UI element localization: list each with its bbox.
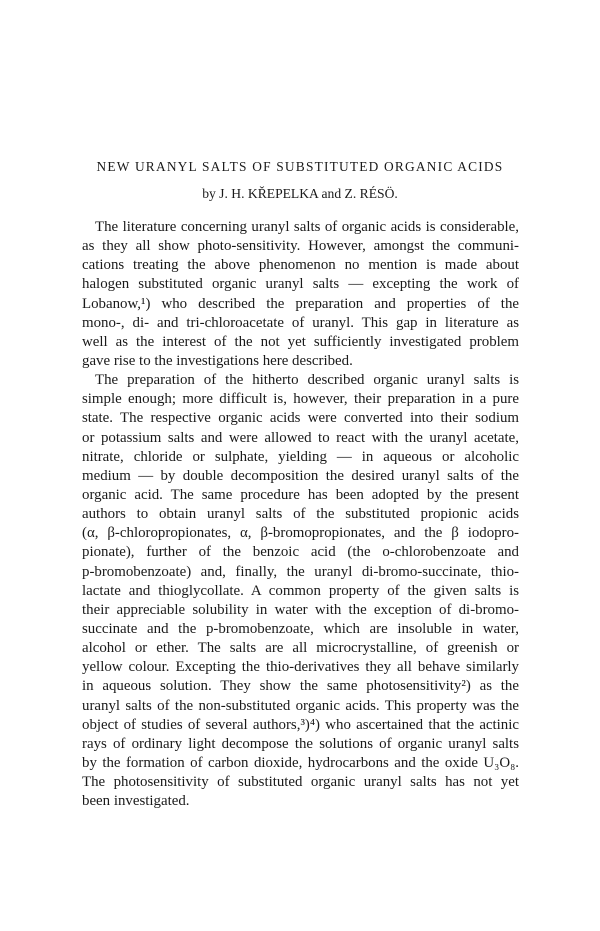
text-line: in aqueous solution. They show the same photosensitivity²) as the (82, 678, 519, 695)
text-line: The preparation of the hitherto described organic uranyl salts is (95, 372, 519, 389)
text-line: The photosensitivity of substituted organic uranyl salts has not yet (82, 774, 519, 791)
text-line: Lobanow,¹) who described the preparation and properties of the (82, 295, 519, 312)
text-line: or potassium salts and were allowed to react with the uranyl acetate, (82, 429, 519, 446)
text-line: succinate and the p-bromobenzoate, which are insoluble in water, (82, 620, 519, 637)
article-byline: by J. H. KŘEPELKA and Z. RÉSÖ. (202, 186, 398, 201)
text-line: cations treating the above phenomenon no mention is made about (82, 257, 519, 274)
text-line: (α, β-chloropropionates, α, β-bromopropionates, and the β iodopro- (82, 525, 519, 542)
text-line: gave rise to the investigations here described. (82, 352, 353, 369)
text-line: halogen substituted organic uranyl salts — excepting the work of (82, 276, 519, 293)
text-line: alcohol or ether. The salts are all microcrystalline, of greenish or (82, 640, 519, 657)
text-line: authors to obtain uranyl salts of the substituted propionic acids (82, 506, 519, 523)
text-line: pionate), further of the benzoic acid (the o-chlorobenzoate and (82, 544, 519, 561)
text-line: been investigated. (82, 793, 190, 810)
text-line: lactate and thioglycollate. A common property of the given salts is (82, 582, 519, 599)
article-title: NEW URANYL SALTS OF SUBSTITUTED ORGANIC ACIDS (96, 159, 504, 174)
text-line: uranyl salts of the non-substituted organic acids. This property was the (82, 697, 519, 714)
text-line: object of studies of several authors,³)⁴) who ascertained that the actinic (82, 716, 519, 733)
text-line: as they all show photo-sensitivity. However, amongst the communi- (82, 238, 519, 255)
text-line: rays of ordinary light decompose the solutions of organic uranyl salts (82, 735, 519, 752)
text-line: medium — by double decomposition the desired uranyl salts of the (82, 467, 519, 484)
text-line: The literature concerning uranyl salts of organic acids is considerable, (95, 219, 519, 235)
text-line: simple enough; more difficult is, however, their preparation in a pure (82, 391, 519, 408)
text-line: p-bromobenzoate) and, finally, the uranyl di-bromo-succinate, thio- (82, 563, 519, 580)
text-line: well as the interest of the not yet sufficiently investigated problem (82, 333, 519, 350)
text-line: organic acid. The same procedure has been adopted by the present (82, 486, 519, 503)
text-line: state. The respective organic acids were converted into their sodium (82, 410, 519, 427)
text-line: their appreciable solubility in water with the exception of di-bromo- (82, 601, 519, 618)
article-body (82, 218, 519, 811)
text-line: nitrate, chloride or sulphate, yielding — in aqueous or alcoholic (82, 448, 519, 465)
text-line: by the formation of carbon dioxide, hydrocarbons and the oxide U₃O₈. (82, 754, 519, 771)
text-line: mono-, di- and tri-chloroacetate of uranyl. This gap in literature as (82, 314, 519, 331)
text-line: yellow colour. Excepting the thio-derivatives they all behave similarly (82, 659, 519, 676)
